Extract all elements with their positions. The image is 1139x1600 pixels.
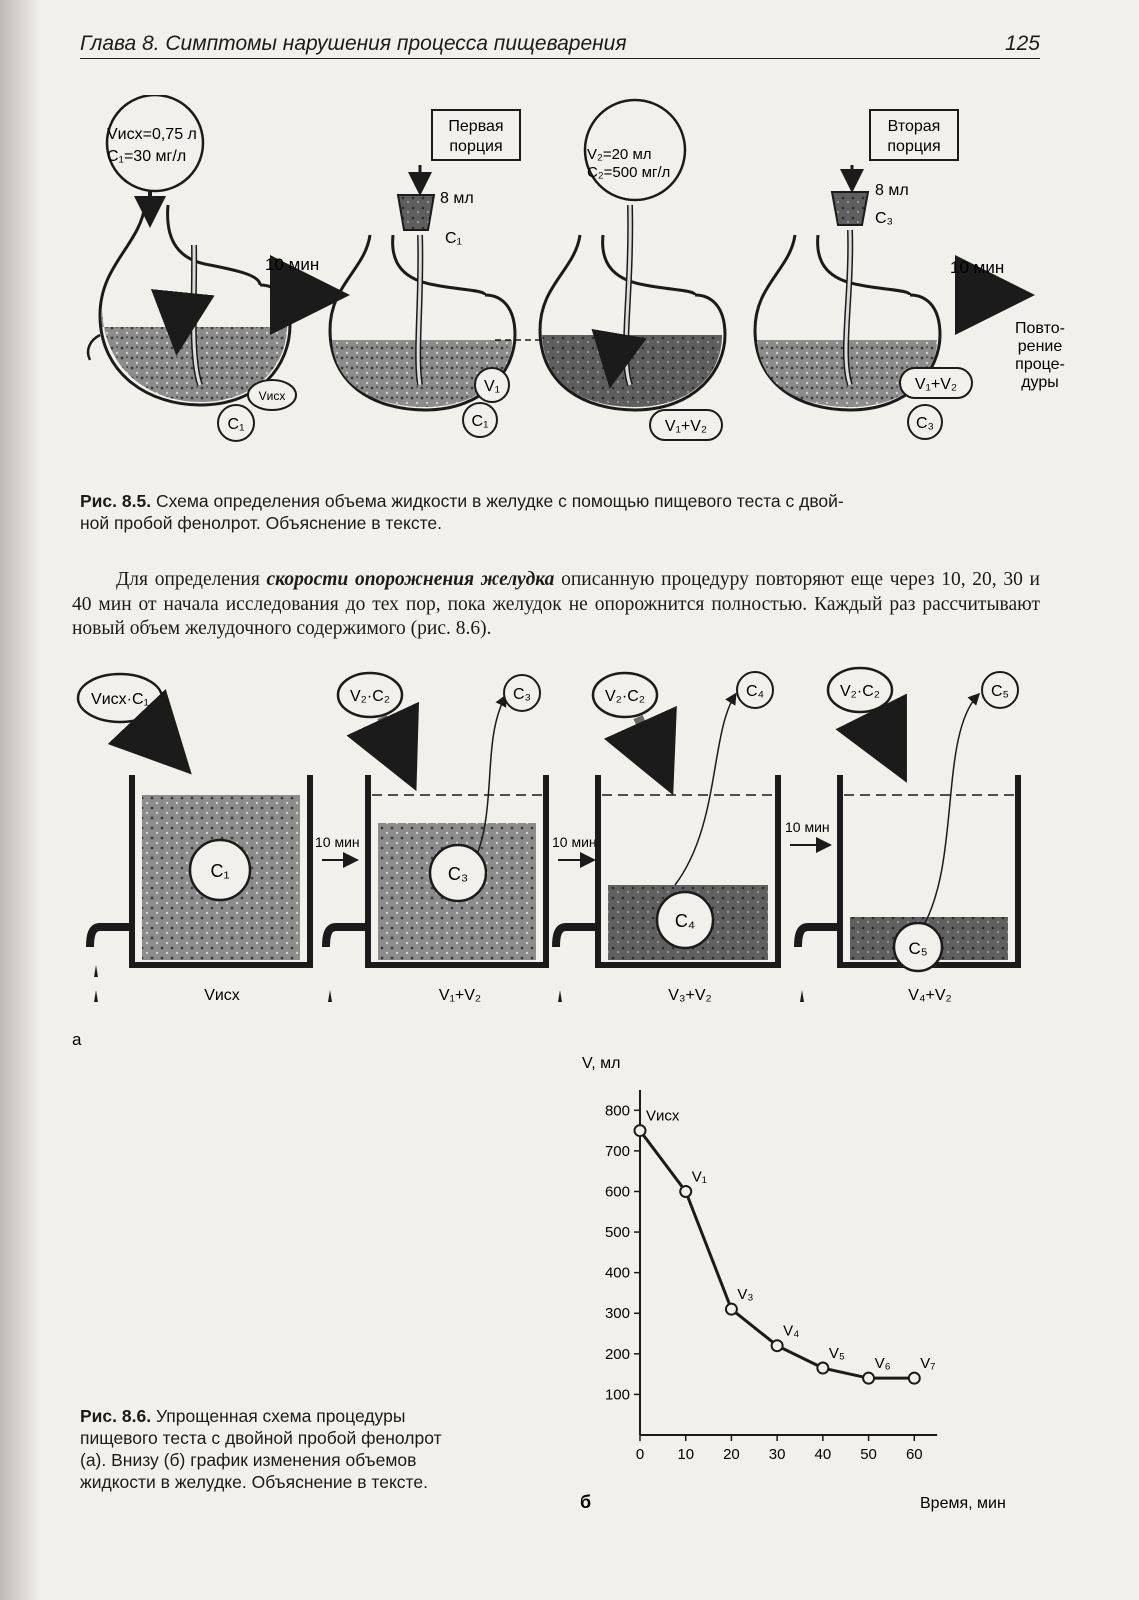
y-tick-label: 800 xyxy=(604,1102,630,1120)
v2-label: V₂=20 мл xyxy=(587,146,652,163)
time-arrow-1-label: 10 мин xyxy=(265,255,320,274)
svg-text:C₁: C₁ xyxy=(227,416,245,433)
page-edge-shadow xyxy=(0,0,40,1600)
first-portion-line1: Первая xyxy=(448,118,504,135)
y-tick-label: 300 xyxy=(604,1305,630,1323)
x-tick-label: 30 xyxy=(768,1446,786,1463)
running-header xyxy=(80,30,1040,59)
second-portion-line2: порция xyxy=(887,138,941,155)
repeat-line2: рение xyxy=(1017,338,1063,355)
second-portion-cup xyxy=(832,192,868,225)
y-tick-label: 500 xyxy=(604,1224,630,1242)
first-portion-line2: порция xyxy=(449,138,503,155)
sample-line-3 xyxy=(925,695,978,923)
center-c4 xyxy=(657,892,713,948)
data-label: Vисх xyxy=(646,1107,680,1125)
x-tick-label: 0 xyxy=(635,1446,645,1463)
badge-c3 xyxy=(908,405,942,439)
initial-volume-circle xyxy=(107,95,203,191)
body-paragraph: Для определения скорости опорожнения желудка описанную процедуру повторяют еще через 10, 20, 30 и 40 мин от начала исследования до тех пор, пока желудок не опорожнится полностью. Каждый раз рассчитывают новый объем желудочного содержимого (рис. 8.6). xyxy=(72,569,1040,639)
svg-text:C₄: C₄ xyxy=(674,911,696,931)
y-tick-label: 700 xyxy=(604,1142,630,1160)
fig86-caption-line4: жидкости в желудке. Объяснение в тексте. xyxy=(80,1472,428,1492)
y-tick-label: 200 xyxy=(604,1345,630,1363)
time-arrow-2-label: 10 мин xyxy=(950,258,1005,277)
svg-text:V₁: V₁ xyxy=(483,378,501,395)
x-tick-label: 40 xyxy=(814,1446,832,1463)
step-arrow-3-label: 10 мин xyxy=(785,819,830,835)
emphasis-term: скорости опорожнения желудка xyxy=(266,569,555,590)
svg-text:C₃: C₃ xyxy=(447,864,469,884)
data-label: V₄ xyxy=(783,1322,800,1340)
input-badge-4 xyxy=(828,668,892,712)
fig85-caption-line1: Схема определения объема жидкости в желудке с помощью пищевого теста с двой- xyxy=(155,491,844,511)
center-c1 xyxy=(190,840,250,900)
panel-label-a: а xyxy=(72,1030,82,1049)
x-tick-label: 60 xyxy=(905,1446,923,1463)
panel-label-b: б xyxy=(580,1492,592,1512)
svg-text:C₁: C₁ xyxy=(210,861,230,881)
badge-c1-b xyxy=(463,403,497,437)
figure-8-6-caption xyxy=(80,1405,520,1493)
badge-v1 xyxy=(475,368,509,402)
svg-text:V₁+V₂: V₁+V₂ xyxy=(664,418,708,435)
fig86-caption-line1: Упрощенная схема процедуры xyxy=(155,1406,406,1426)
data-label: V₇ xyxy=(920,1355,936,1373)
svg-text:C₃: C₃ xyxy=(915,415,935,432)
figure-8-6b-chart xyxy=(560,1050,1060,1520)
badge-c1-a xyxy=(218,405,254,441)
repeat-line4: дуры xyxy=(1021,374,1059,391)
sample-c4 xyxy=(737,672,773,708)
stomach-3 xyxy=(540,205,725,410)
y-tick-label: 100 xyxy=(604,1386,630,1404)
v-init-label: Vисх=0,75 л xyxy=(107,126,197,143)
first-portion-cup xyxy=(398,195,434,230)
volume-2: V₁+V₂ xyxy=(438,987,482,1004)
svg-text:C₅: C₅ xyxy=(908,939,928,958)
y-axis-label: V, мл xyxy=(582,1055,621,1072)
chapter-title: Глава 8. Симптомы нарушения процесса пищеварения xyxy=(80,32,627,55)
data-label: V₁ xyxy=(691,1168,707,1186)
center-c3 xyxy=(430,845,486,901)
data-label: V₅ xyxy=(828,1345,845,1363)
svg-text:Vисх: Vисх xyxy=(258,389,286,403)
c1-init-label: C₁=30 мг/л xyxy=(107,148,187,165)
chart-series xyxy=(635,1108,936,1384)
figure-8-5 xyxy=(60,95,1070,475)
volume-3: V₃+V₂ xyxy=(668,987,712,1004)
input-badge-1 xyxy=(78,674,162,722)
sample-c5 xyxy=(982,672,1018,708)
data-point xyxy=(726,1304,737,1315)
fig85-caption-label: Рис. 8.5. xyxy=(80,491,152,511)
svg-text:V₁+V₂: V₁+V₂ xyxy=(914,376,958,393)
badge-v1v2-a xyxy=(650,410,722,440)
data-point xyxy=(635,1125,646,1136)
y-tick-label: 400 xyxy=(604,1264,630,1282)
data-label: V₆ xyxy=(874,1355,891,1373)
volume-1: Vисх xyxy=(204,987,240,1004)
volume-4: V₄+V₂ xyxy=(908,987,952,1004)
c2-label: C₂=500 мг/л xyxy=(587,164,671,181)
fig86-caption-line2: пищевого теста с двойной пробой фенолрот xyxy=(80,1428,442,1448)
input-arrow-3 xyxy=(638,717,665,777)
first-portion-volume: 8 мл xyxy=(440,190,474,207)
svg-text:C₃: C₃ xyxy=(512,686,532,703)
svg-text:C₄: C₄ xyxy=(745,683,765,700)
data-point xyxy=(772,1340,783,1351)
x-tick-label: 20 xyxy=(723,1446,740,1463)
badge-v-isx xyxy=(248,380,296,410)
repeat-line3: проце- xyxy=(1015,356,1065,373)
data-point xyxy=(863,1373,874,1384)
container-3 xyxy=(556,775,778,1002)
center-c5 xyxy=(894,923,942,971)
x-axis-label: Время, мин xyxy=(920,1495,1006,1512)
svg-text:V₂·C₂: V₂·C₂ xyxy=(605,688,645,705)
y-tick-label: 600 xyxy=(604,1183,630,1201)
data-point xyxy=(680,1186,691,1197)
repeat-line1: Повто- xyxy=(1015,320,1065,337)
x-tick-label: 10 xyxy=(677,1446,695,1463)
step-arrow-2-label: 10 мин xyxy=(552,834,597,850)
sample-c3 xyxy=(504,675,540,711)
input-arrow-4 xyxy=(872,713,898,765)
figure-8-6a xyxy=(60,665,1060,1050)
fig86-caption-line3: (а). Внизу (б) график изменения объемов xyxy=(80,1450,417,1470)
figure-8-5-caption xyxy=(80,490,1040,534)
svg-text:C₅: C₅ xyxy=(991,683,1009,700)
second-portion-volume: 8 мл xyxy=(875,182,909,199)
data-point xyxy=(817,1363,828,1374)
sample-line-2 xyxy=(675,695,735,885)
input-arrow-1 xyxy=(140,720,178,760)
fig86-caption-label: Рис. 8.6. xyxy=(80,1406,152,1426)
svg-text:V₂·C₂: V₂·C₂ xyxy=(840,683,880,700)
svg-text:V₂·C₂: V₂·C₂ xyxy=(350,688,390,705)
x-tick-label: 50 xyxy=(860,1446,877,1463)
svg-text:C₁: C₁ xyxy=(471,413,489,430)
data-point xyxy=(909,1373,920,1384)
input-badge-2 xyxy=(338,673,402,717)
second-portion-c3: C₃ xyxy=(875,210,894,227)
first-portion-c1: C₁ xyxy=(445,230,462,247)
svg-text:Vисх·C₁: Vисх·C₁ xyxy=(91,691,149,708)
second-portion-line1: Вторая xyxy=(887,118,941,135)
input-arrow-2 xyxy=(382,717,408,773)
fig85-caption-line2: ной пробой фенолрот. Объяснение в тексте. xyxy=(80,513,442,533)
input-badge-3 xyxy=(593,673,657,717)
step-arrow-1-label: 10 мин xyxy=(315,834,360,850)
chart-axes xyxy=(605,1090,937,1463)
badge-v1v2-b xyxy=(900,368,972,398)
stomach-1 xyxy=(88,205,290,405)
data-label: V₃ xyxy=(737,1286,754,1304)
page-number: 125 xyxy=(1004,32,1040,55)
